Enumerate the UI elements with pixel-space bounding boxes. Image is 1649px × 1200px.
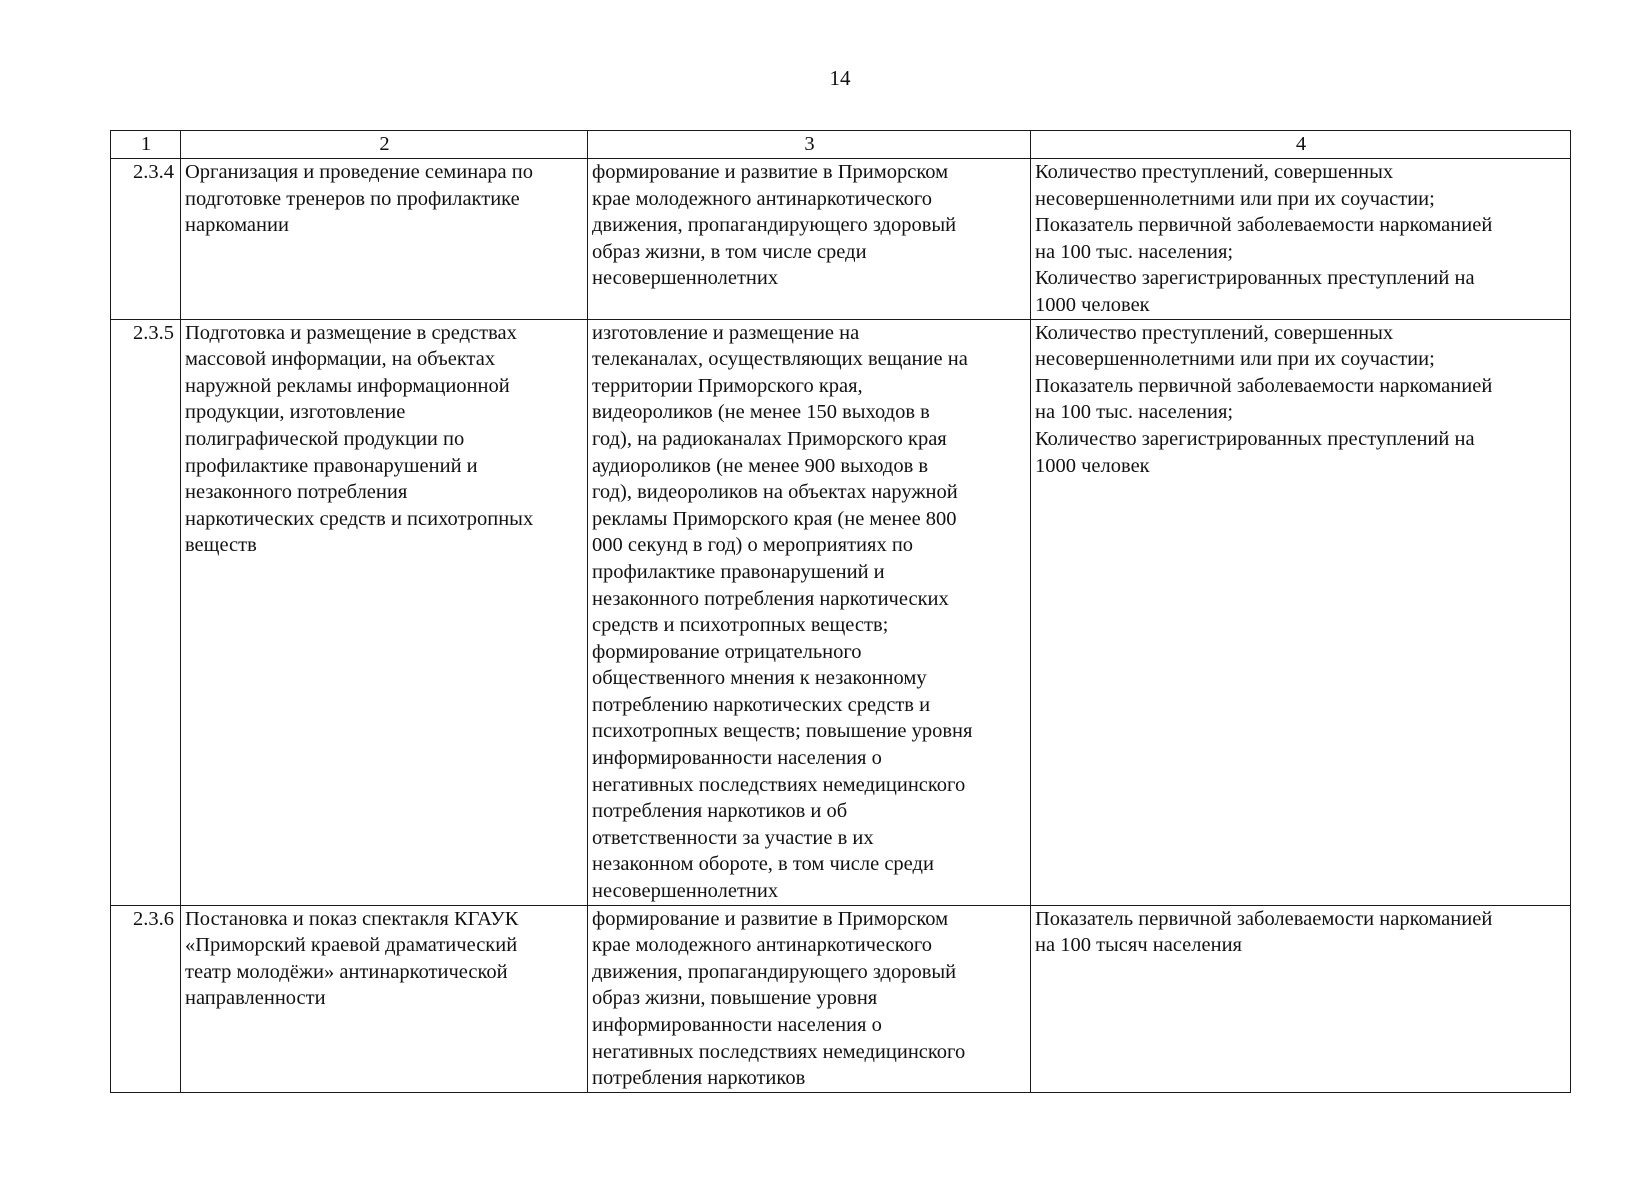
- event-cell: Подготовка и размещение в средствах массовой информации, на объектах наружной рекламы информационной продукции, изготовление полиграфической продукции по профилактике правонарушений и незаконного потребления наркотических средств и психотропных веществ: [181, 319, 588, 905]
- indicators-cell: Показатель первичной заболеваемости наркоманией на 100 тысяч населения: [1031, 905, 1571, 1092]
- row-number: 2.3.6: [111, 905, 181, 1092]
- result-cell: изготовление и размещение на телеканалах, осуществляющих вещание на территории Приморского края, видеороликов (не менее 150 выходов в год), на радиоканалах Приморского края аудиороликов (не менее 900 выходов в год), видеороликов на объектах наружной рекламы Приморского края (не менее 800 000 секунд в год) о мероприятиях по профилактике правонарушений и незаконного потребления наркотических средств и психотропных веществ; формирование отрицательного общественного мнения к незаконному потреблению наркотических средств и психотропных веществ; повышение уровня информированности населения о негативных последствиях немедицинского потребления наркотиков и об ответственности за участие в их незаконном обороте, в том числе среди несовершеннолетних: [588, 319, 1031, 905]
- indicators-cell: Количество преступлений, совершенных несовершеннолетними или при их соучастии; Показатель первичной заболеваемости наркоманией на 100 тыс. населения; Количество зарегистрированных преступлений на 1000 человек: [1031, 319, 1571, 905]
- event-cell: Организация и проведение семинара по подготовке тренеров по профилактике наркомании: [181, 159, 588, 320]
- row-number: 2.3.5: [111, 319, 181, 905]
- header-row: [111, 131, 1571, 159]
- header-col-1: 1: [111, 131, 181, 159]
- result-cell: формирование и развитие в Приморском крае молодежного антинаркотического движения, пропагандирующего здоровый образ жизни, повышение уровня информированности населения о негативных последствиях немедицинского потребления наркотиков: [588, 905, 1031, 1092]
- header-col-3: 3: [588, 131, 1031, 159]
- page-number: 14: [829, 66, 851, 90]
- indicators-cell: Количество преступлений, совершенных несовершеннолетними или при их соучастии; Показатель первичной заболеваемости наркоманией на 100 тыс. населения; Количество зарегистрированных преступлений на 1000 человек: [1031, 159, 1571, 320]
- header-col-4: 4: [1031, 131, 1571, 159]
- table-row: [111, 159, 1571, 320]
- table-row: [111, 319, 1571, 905]
- table-header: [111, 131, 1571, 159]
- result-cell: формирование и развитие в Приморском крае молодежного антинаркотического движения, пропагандирующего здоровый образ жизни, в том числе среди несовершеннолетних: [588, 159, 1031, 320]
- table-row: [111, 905, 1571, 1092]
- table-body: [111, 159, 1571, 1093]
- header-col-2: 2: [181, 131, 588, 159]
- row-number: 2.3.4: [111, 159, 181, 320]
- measures-table: [110, 130, 1571, 1093]
- event-cell: Постановка и показ спектакля КГАУК «Приморский краевой драматический театр молодёжи» антинаркотической направленности: [181, 905, 588, 1092]
